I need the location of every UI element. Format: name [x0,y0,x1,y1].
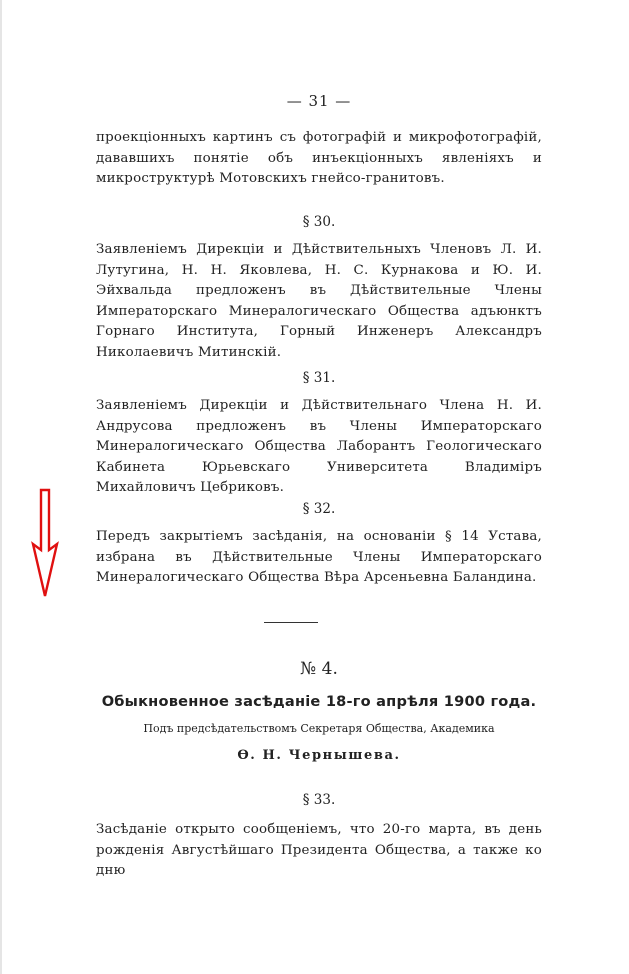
divider-rule [264,622,318,623]
section-32-text: Передъ закрытіемъ засѣданія, на основаніи § 14 Устава, избрана въ Дѣйствительные Члены Императорскаго Минералогическаго Общества Вѣра Арсеньевна Баландина. [96,529,542,585]
section-33-heading: § 33. [302,792,336,808]
page-number: — 31 — [286,92,352,110]
section-31-text: Заявленіемъ Дирекціи и Дѣйствительнаго Члена Н. И. Андрусова предложенъ въ Члены Императорскаго Минералогическаго Общества Лаборантъ Геологическаго Кабинета Юрьевскаго Университета Владиміръ Михайловичъ Цебриковъ. [96,398,542,495]
section-32-heading: § 32. [302,501,336,517]
meeting-title: Обыкновенное засѣданіе 18-го апрѣля 1900 года. [101,693,537,710]
intro-paragraph: проекціонныхъ картинъ съ фотографій и микрофотографій, дававшихъ понятіе объ инъекціонныхъ явленіяхъ и микроструктурѣ Мотовскихъ гнейсо-гранитовъ. [96,130,542,186]
section-31-heading: § 31. [302,370,336,386]
section-33-text: Засѣданіе открыто сообщеніемъ, что 20-го марта, въ день рожденія Августѣйшаго Президента Общества, а также ко дню [96,822,542,878]
chair-line: Подъ предсѣдательствомъ Секретаря Общества, Академика [143,722,495,735]
meeting-number: № 4. [300,659,338,679]
chair-name: Ѳ. Н. Чернышева. [237,748,401,763]
section-30-text: Заявленіемъ Дирекціи и Дѣйствительныхъ Членовъ Л. И. Лутугина, Н. Н. Яковлева, Н. С. Курнакова и Ю. И. Эйхвальда предложенъ въ Дѣйствительные Члены Императорскаго Минералогическаго Общества адъюнктъ Горнаго Института, Горный Инженеръ Александръ Николаевичъ Митинскій. [96,242,542,360]
red-down-arrow-icon [30,488,60,598]
section-30-heading: § 30. [302,214,336,230]
